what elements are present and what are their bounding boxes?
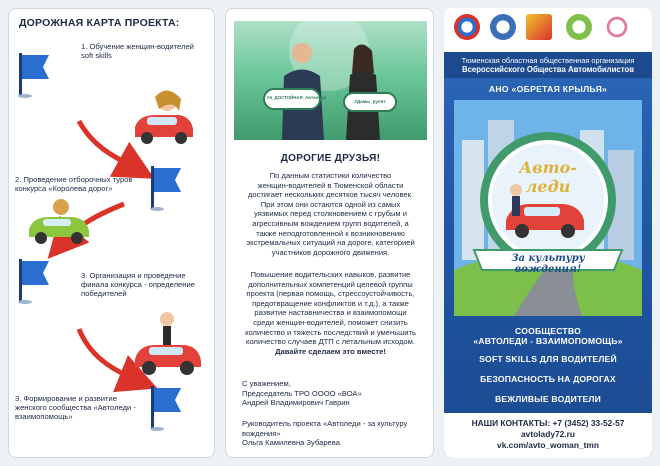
- contacts-block: [444, 413, 652, 458]
- signature-project-lead: Руководитель проекта «Автоледи - за культуру вождения» Ольга Камилевна Зубарева: [242, 419, 408, 448]
- team-photo: [234, 21, 427, 140]
- org-band: Тюменская областная общественная организация Всероссийского Общества Автомобилистов: [444, 52, 652, 78]
- roadmap-step-2: 2. Проведение отборочных туров конкурса «Королева дорог»: [15, 175, 133, 193]
- flag-icon: [149, 384, 185, 432]
- ano-title: АНО «ОБРЕТАЯ КРЫЛЬЯ»: [488, 84, 608, 94]
- letter-panel: [225, 8, 434, 458]
- emblem-title: Авто-леди: [519, 158, 577, 196]
- contacts-phone: НАШИ КОНТАКТЫ: +7 (3452) 33-52-57: [471, 418, 625, 428]
- feature-item: SOFT SKILLS ДЛЯ ВОДИТЕЛЕЙ: [479, 354, 617, 364]
- flag-icon: [17, 257, 53, 305]
- roadmap-panel: [8, 8, 215, 458]
- roadmap-step-4: 3. Формирование и развитие женского сообщества «Автоледи - взаимопомощь»: [15, 394, 136, 421]
- cover-illustration: [454, 100, 642, 316]
- cover-panel: [444, 8, 652, 458]
- woman-red-car-icon: [127, 309, 207, 379]
- voa-logo-icon: [454, 14, 480, 40]
- letter-paragraph-2: Повышение водительских навыков, развитие дополнительных компетенций целевой группы проекта (первая помощь, стрессоустойчивость, предотвращение конфликтов и т.д.), а также развитие наставничества и взаимопомощи среди женщин-водителей, поможет снизить количество и тяжесть последствий и уменьшить количество случаев ДТП с летальным исходом. Давайте сделаем это вместе!: [238, 270, 423, 356]
- letter-heading: ДОРОГИЕ ДРУЗЬЯ!: [280, 153, 381, 164]
- cat-green-car-icon: [25, 197, 95, 249]
- roadmap-title: ДОРОЖНАЯ КАРТА ПРОЕКТА:: [19, 17, 180, 29]
- feature-item: БЕЗОПАСНОСТЬ НА ДОРОГАХ: [480, 374, 616, 384]
- grants-logo-icon: [526, 14, 552, 40]
- contacts-vk[interactable]: vk.com/avto_woman_tmn: [497, 440, 599, 450]
- signature-chairman: С уважением, Председатель ТРО ОООО «ВОА» Андрей Владимирович Гаврин: [242, 379, 362, 408]
- letter-cta: Давайте сделаем это вместе!: [275, 346, 386, 356]
- photo-sign-left: #я_ДОСТОЙНАЯ_Автоледи: [267, 95, 327, 100]
- lady-red-car-icon: [129, 87, 199, 149]
- roadmap-step-1: 1. Обучение женщин-водителей soft skills: [81, 42, 194, 60]
- letter-paragraph-1: По данным статистики количество женщин-водителей в Тюменской области достигает нескольких десятков тысяч человек. При этом они остаются одной из самых уязвимых перед столкновением с грубым и агрессивным вождением групп водителей, а также неподготовленной к возникновению экстремальных ситуаций на дороге, категорией участников дорожного движения.: [246, 171, 415, 257]
- partner-logo-4-icon: [566, 14, 592, 40]
- roadmap-step-3: 3. Организация и проведение финала конкурса - определение победителей: [81, 271, 195, 298]
- partner-logo-2-icon: [490, 14, 516, 40]
- partner-logos: [444, 8, 652, 50]
- wings-logo-icon: [604, 14, 630, 40]
- flag-icon: [149, 164, 185, 212]
- feature-item: ВЕЖЛИВЫЕ ВОДИТЕЛИ: [494, 394, 602, 404]
- flag-icon: [17, 51, 53, 99]
- contacts-site[interactable]: avtolady72.ru: [521, 429, 575, 439]
- community-title: СООБЩЕСТВО «АВТОЛЕДИ - ВЗАИМОПОМОЩЬ»: [473, 326, 623, 346]
- emblem-slogan: За культуру вождения!: [511, 253, 585, 275]
- photo-sign-right: #Дамы_рулят: [354, 99, 386, 104]
